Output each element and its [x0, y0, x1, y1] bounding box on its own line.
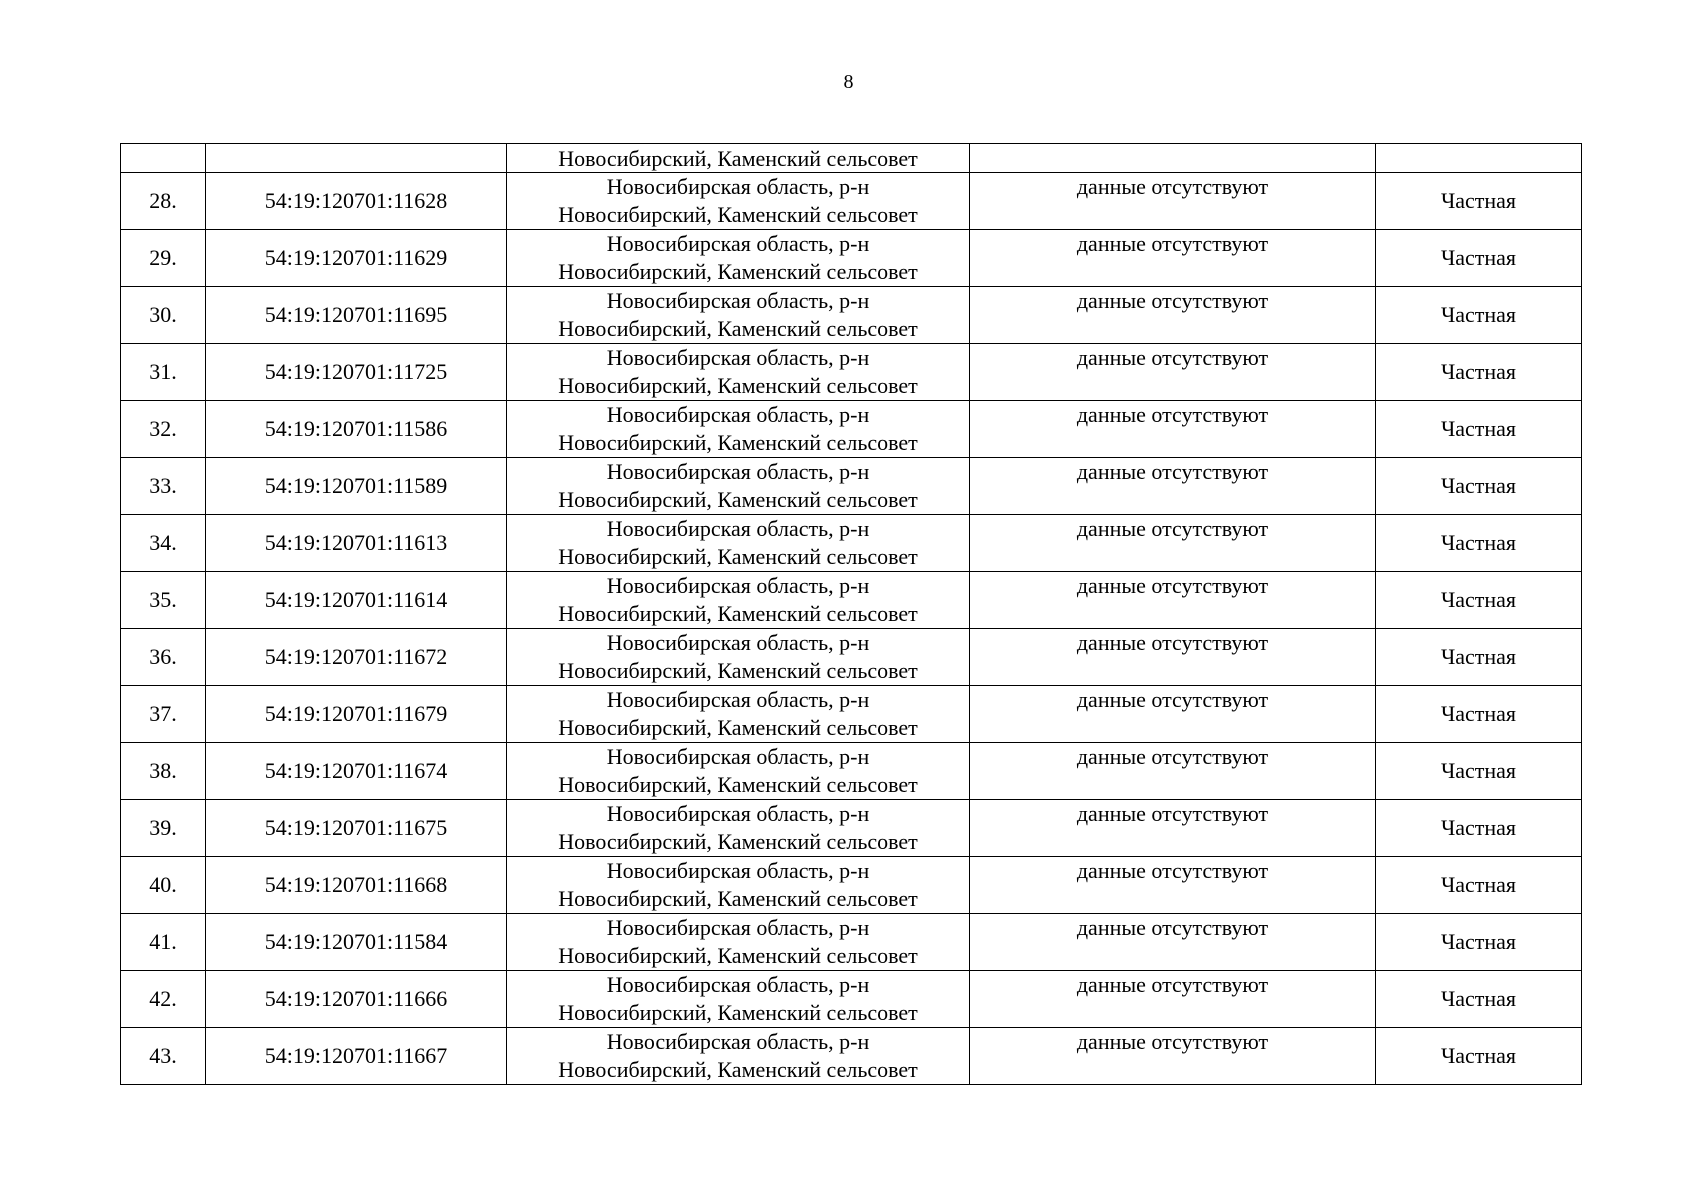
cell-ownership: Частная [1376, 230, 1582, 287]
address-line-2: Новосибирский, Каменский сельсовет [558, 373, 918, 398]
cell-number: 33. [121, 458, 206, 515]
address-line-1: Новосибирская область, р-н [606, 630, 870, 655]
cell-number: 35. [121, 572, 206, 629]
cell-cadastral-number: 54:19:120701:11614 [206, 572, 507, 629]
table-row [121, 344, 1582, 401]
cell-rights: данные отсутствуют [970, 572, 1376, 629]
table-row [121, 572, 1582, 629]
cell-cadastral-number: 54:19:120701:11675 [206, 800, 507, 857]
cell-ownership: Частная [1376, 1028, 1582, 1085]
address-line-1: Новосибирская область, р-н [606, 801, 870, 826]
table-body [121, 144, 1582, 1085]
address-line-1: Новосибирская область, р-н [606, 687, 870, 712]
cell-address [507, 629, 970, 686]
cell-ownership: Частная [1376, 686, 1582, 743]
cell-number: 42. [121, 971, 206, 1028]
cell-ownership [1376, 144, 1582, 173]
cell-address [507, 287, 970, 344]
table-row [121, 857, 1582, 914]
address-line-2: Новосибирский, Каменский сельсовет [558, 146, 918, 171]
cell-ownership: Частная [1376, 971, 1582, 1028]
cell-number: 37. [121, 686, 206, 743]
table-row [121, 1028, 1582, 1085]
cell-address [507, 800, 970, 857]
address-line-1: Новосибирская область, р-н [606, 174, 870, 199]
cell-address [507, 1028, 970, 1085]
cell-ownership: Частная [1376, 800, 1582, 857]
cell-cadastral-number: 54:19:120701:11629 [206, 230, 507, 287]
table-row [121, 401, 1582, 458]
cell-cadastral-number: 54:19:120701:11672 [206, 629, 507, 686]
cell-cadastral-number: 54:19:120701:11679 [206, 686, 507, 743]
cell-cadastral-number: 54:19:120701:11725 [206, 344, 507, 401]
cell-address [507, 230, 970, 287]
cell-number: 40. [121, 857, 206, 914]
cell-ownership: Частная [1376, 401, 1582, 458]
cell-rights: данные отсутствуют [970, 401, 1376, 458]
address-line-1: Новосибирская область, р-н [606, 459, 870, 484]
cell-cadastral-number: 54:19:120701:11586 [206, 401, 507, 458]
cell-ownership: Частная [1376, 743, 1582, 800]
table-row [121, 458, 1582, 515]
address-line-2: Новосибирский, Каменский сельсовет [558, 772, 918, 797]
address-line-2: Новосибирский, Каменский сельсовет [558, 1000, 918, 1025]
cell-number: 29. [121, 230, 206, 287]
cell-cadastral-number: 54:19:120701:11668 [206, 857, 507, 914]
cell-number: 36. [121, 629, 206, 686]
cell-address [507, 458, 970, 515]
cell-number: 39. [121, 800, 206, 857]
cell-ownership: Частная [1376, 515, 1582, 572]
page-number: 8 [843, 71, 854, 93]
address-line-1: Новосибирская область, р-н [606, 402, 870, 427]
cell-address [507, 144, 970, 173]
address-line-2: Новосибирский, Каменский сельсовет [558, 1057, 918, 1082]
cell-cadastral-number: 54:19:120701:11666 [206, 971, 507, 1028]
cell-number: 28. [121, 173, 206, 230]
address-line-1: Новосибирская область, р-н [606, 744, 870, 769]
cell-ownership: Частная [1376, 857, 1582, 914]
cell-address [507, 686, 970, 743]
cell-number: 30. [121, 287, 206, 344]
table-row [121, 629, 1582, 686]
address-line-2: Новосибирский, Каменский сельсовет [558, 601, 918, 626]
address-line-2: Новосибирский, Каменский сельсовет [558, 202, 918, 227]
cell-cadastral-number: 54:19:120701:11667 [206, 1028, 507, 1085]
cell-rights: данные отсутствуют [970, 515, 1376, 572]
land-plots-table [120, 143, 1582, 1085]
cell-address [507, 971, 970, 1028]
cell-rights: данные отсутствуют [970, 344, 1376, 401]
continuation-row [121, 144, 1582, 173]
address-line-2: Новосибирский, Каменский сельсовет [558, 943, 918, 968]
address-line-2: Новосибирский, Каменский сельсовет [558, 430, 918, 455]
address-line-2: Новосибирский, Каменский сельсовет [558, 886, 918, 911]
address-line-1: Новосибирская область, р-н [606, 858, 870, 883]
cell-rights: данные отсутствуют [970, 971, 1376, 1028]
table-row [121, 287, 1582, 344]
cell-cadastral-number: 54:19:120701:11695 [206, 287, 507, 344]
cell-address [507, 515, 970, 572]
cell-number: 31. [121, 344, 206, 401]
table-row [121, 743, 1582, 800]
cell-cadastral-number: 54:19:120701:11613 [206, 515, 507, 572]
cell-rights: данные отсутствуют [970, 743, 1376, 800]
cell-number: 41. [121, 914, 206, 971]
table-row [121, 800, 1582, 857]
address-line-1: Новосибирская область, р-н [606, 972, 870, 997]
cell-rights: данные отсутствуют [970, 1028, 1376, 1085]
cell-address [507, 401, 970, 458]
cell-address [507, 743, 970, 800]
cell-rights: данные отсутствуют [970, 287, 1376, 344]
cell-ownership: Частная [1376, 629, 1582, 686]
cell-rights: данные отсутствуют [970, 629, 1376, 686]
cell-cadastral-number [206, 144, 507, 173]
cell-address [507, 173, 970, 230]
cell-cadastral-number: 54:19:120701:11674 [206, 743, 507, 800]
address-line-1: Новосибирская область, р-н [606, 231, 870, 256]
cell-address [507, 572, 970, 629]
address-line-1: Новосибирская область, р-н [606, 1029, 870, 1054]
address-line-1: Новосибирская область, р-н [606, 345, 870, 370]
address-line-1: Новосибирская область, р-н [606, 573, 870, 598]
table-row [121, 686, 1582, 743]
cell-ownership: Частная [1376, 344, 1582, 401]
address-line-2: Новосибирский, Каменский сельсовет [558, 658, 918, 683]
cell-ownership: Частная [1376, 173, 1582, 230]
address-line-2: Новосибирский, Каменский сельсовет [558, 316, 918, 341]
table-row [121, 515, 1582, 572]
address-line-1: Новосибирская область, р-н [606, 915, 870, 940]
address-line-2: Новосибирский, Каменский сельсовет [558, 544, 918, 569]
address-line-2: Новосибирский, Каменский сельсовет [558, 259, 918, 284]
cell-address [507, 857, 970, 914]
cell-ownership: Частная [1376, 287, 1582, 344]
cell-cadastral-number: 54:19:120701:11628 [206, 173, 507, 230]
cell-number [121, 144, 206, 173]
address-line-1: Новосибирская область, р-н [606, 516, 870, 541]
cell-number: 43. [121, 1028, 206, 1085]
table-row [121, 971, 1582, 1028]
table-row [121, 173, 1582, 230]
cell-number: 38. [121, 743, 206, 800]
cell-address [507, 914, 970, 971]
cell-rights: данные отсутствуют [970, 800, 1376, 857]
cell-cadastral-number: 54:19:120701:11584 [206, 914, 507, 971]
cell-ownership: Частная [1376, 458, 1582, 515]
table-row [121, 230, 1582, 287]
cell-ownership: Частная [1376, 914, 1582, 971]
cell-rights [970, 144, 1376, 173]
cell-rights: данные отсутствуют [970, 857, 1376, 914]
address-line-2: Новосибирский, Каменский сельсовет [558, 715, 918, 740]
cell-cadastral-number: 54:19:120701:11589 [206, 458, 507, 515]
cell-address [507, 344, 970, 401]
address-line-2: Новосибирский, Каменский сельсовет [558, 829, 918, 854]
cell-rights: данные отсутствуют [970, 458, 1376, 515]
cell-number: 32. [121, 401, 206, 458]
table-row [121, 914, 1582, 971]
cell-ownership: Частная [1376, 572, 1582, 629]
cell-rights: данные отсутствуют [970, 173, 1376, 230]
address-line-2: Новосибирский, Каменский сельсовет [558, 487, 918, 512]
address-line-1: Новосибирская область, р-н [606, 288, 870, 313]
cell-rights: данные отсутствуют [970, 686, 1376, 743]
cell-rights: данные отсутствуют [970, 914, 1376, 971]
cell-number: 34. [121, 515, 206, 572]
cell-rights: данные отсутствуют [970, 230, 1376, 287]
